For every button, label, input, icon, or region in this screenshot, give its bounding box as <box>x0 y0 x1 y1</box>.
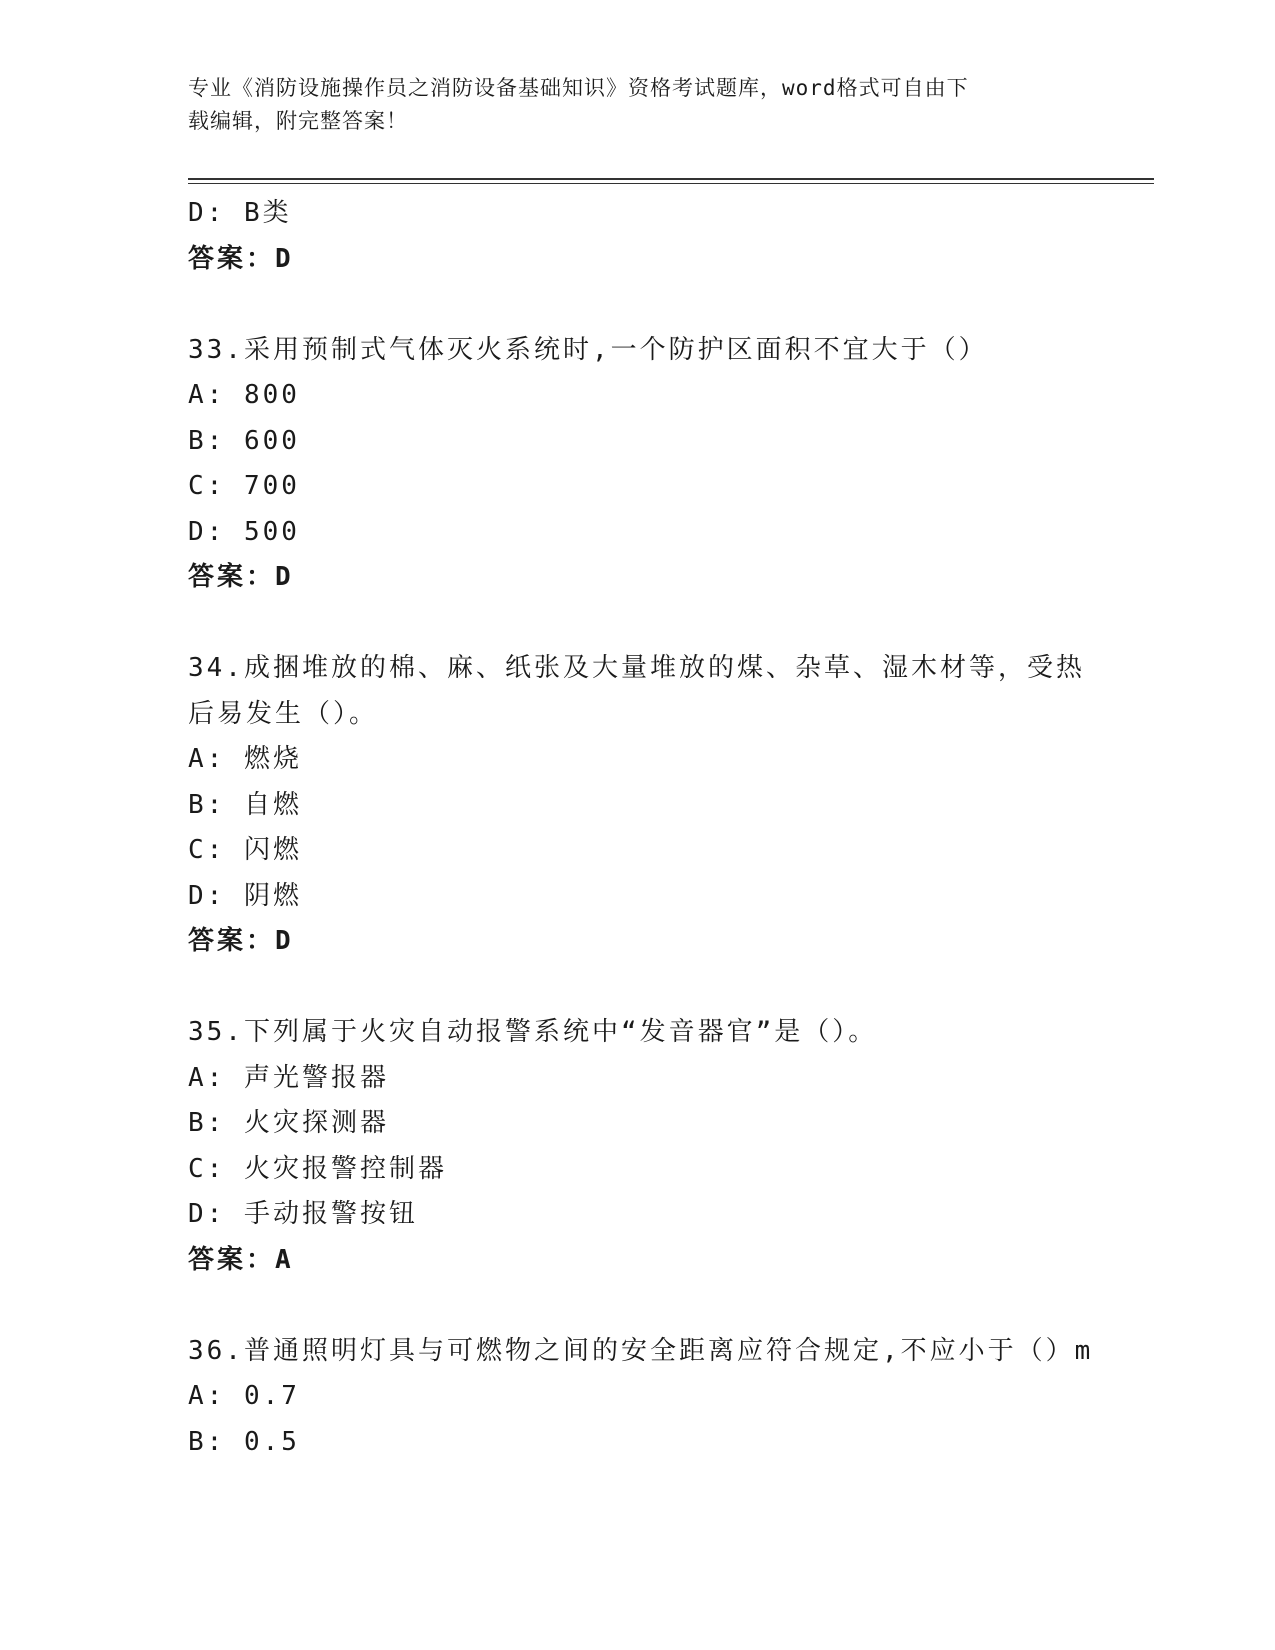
q35-option-c: C: 火灾报警控制器 <box>188 1153 447 1184</box>
header-line-1: 专业《消防设施操作员之消防设备基础知识》资格考试题库，word格式可自由下 <box>188 76 969 100</box>
q35-option-d: D: 手动报警按钮 <box>188 1199 418 1229</box>
q33-stem: 33.采用预制式气体灭火系统时,一个防护区面积不宜大于（） <box>188 334 988 365</box>
q34-option-a: A: 燃烧 <box>188 744 302 774</box>
header-rule-thin <box>188 183 1154 184</box>
q35-option-b: B: 火灾探测器 <box>188 1108 389 1138</box>
q36-option-b: B: 0.5 <box>188 1426 300 1457</box>
q36-option-a: A: 0.7 <box>188 1381 300 1411</box>
q34-answer: 答案：D <box>188 926 294 956</box>
prev-option-d: D: B类 <box>188 198 292 228</box>
q35-answer: 答案：A <box>188 1244 294 1275</box>
document-header <box>188 72 1068 138</box>
header-line-2: 载编辑，附完整答案！ <box>188 109 408 133</box>
q33-answer: 答案：D <box>188 562 294 592</box>
q34-option-c: C: 闪燃 <box>188 835 302 865</box>
q33-option-b: B: 600 <box>188 425 300 456</box>
q34-stem-line-1: 34.成捆堆放的棉、麻、纸张及大量堆放的煤、杂草、湿木材等，受热 <box>188 653 1085 683</box>
q34-stem-line-2: 后易发生（）。 <box>188 698 379 729</box>
q35-option-a: A: 声光警报器 <box>188 1062 389 1093</box>
q34-option-d: D: 阴燃 <box>188 880 302 911</box>
q33-option-a: A: 800 <box>188 380 300 410</box>
q33-option-d: D: 500 <box>188 516 300 547</box>
q33-option-c: C: 700 <box>188 471 300 501</box>
header-rule-thick <box>188 178 1154 180</box>
prev-answer: 答案：D <box>188 243 294 274</box>
question-list <box>188 191 1094 1465</box>
q34-option-b: B: 自燃 <box>188 789 302 820</box>
q36-stem: 36.普通照明灯具与可燃物之间的安全距离应符合规定,不应小于（）m <box>188 1335 1094 1366</box>
q35-stem: 35.下列属于火灾自动报警系统中“发音器官”是（）。 <box>188 1017 878 1047</box>
